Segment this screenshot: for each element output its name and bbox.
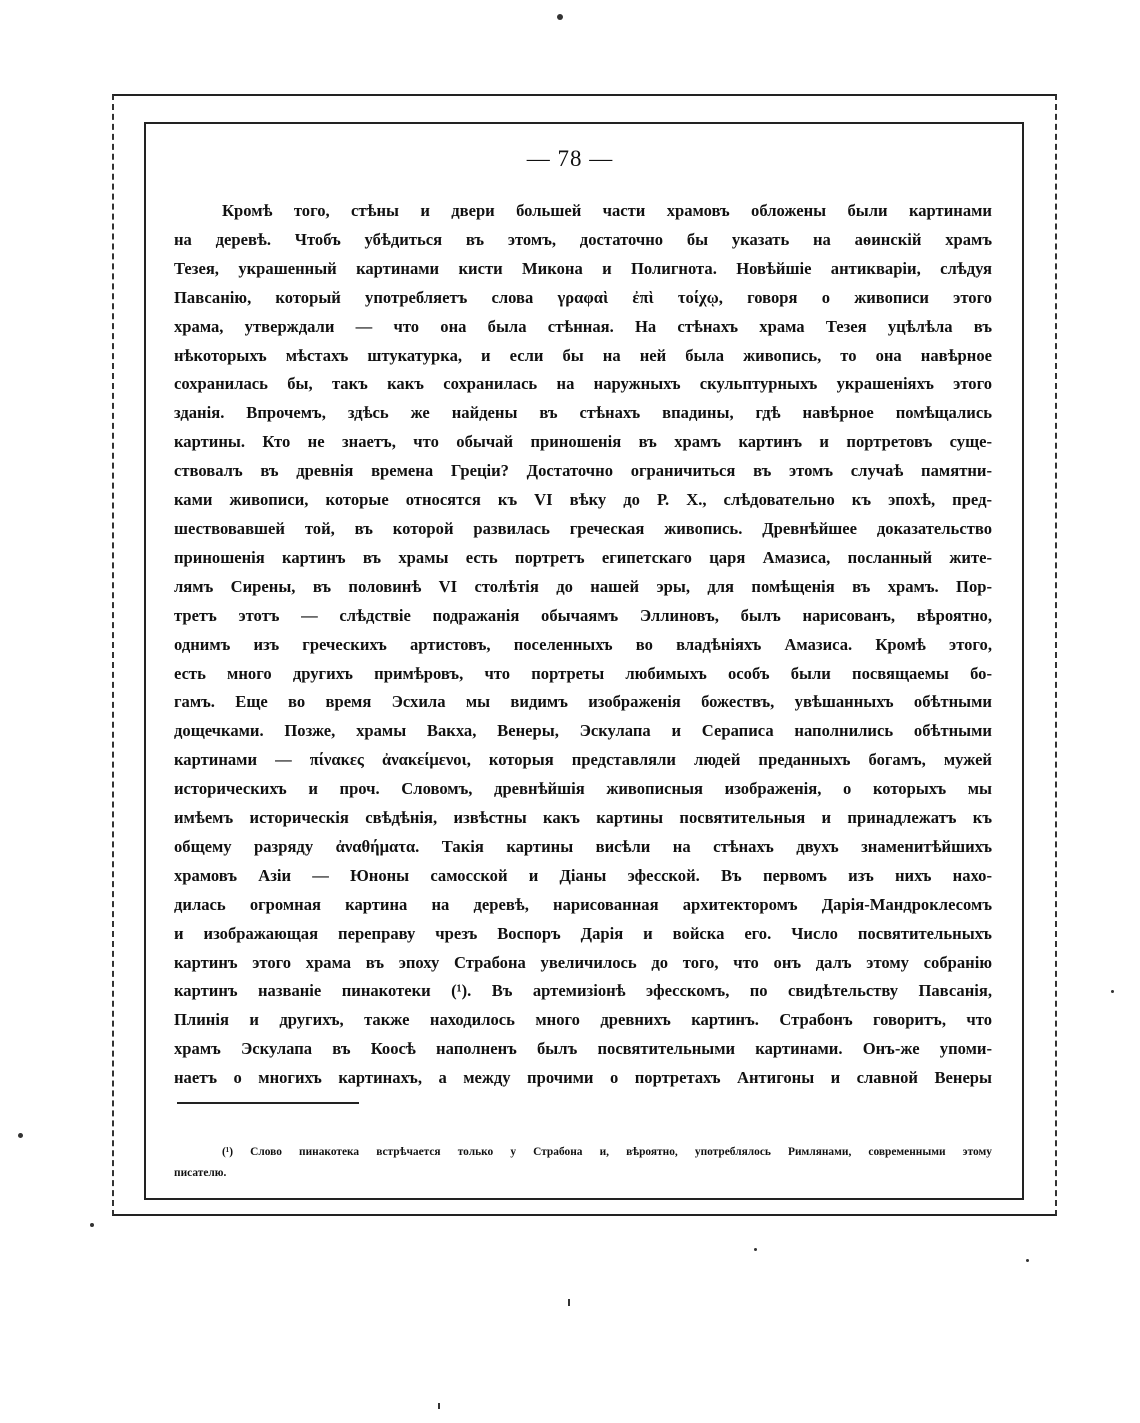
text-line: общему разряду ἀναθήματα. Такія картины висѣли на стѣнахъ двухъ знаменитѣйшихъ: [174, 836, 992, 856]
text-line: третъ этотъ — слѣдствіе подражанія обычаямъ Эллиновъ, былъ нарисованъ, вѣроятно,: [174, 605, 992, 625]
scan-speck: [438, 1403, 440, 1409]
text-line: Тезея, украшенный картинами кисти Микона и Полигнота. Новѣйшіе антикваріи, слѣдуя: [174, 258, 992, 278]
footnote-line: писателю.: [174, 1167, 227, 1179]
text-line: картины. Кто не знаетъ, что обычай приношенія въ храмъ картинъ и портретовъ суще-: [174, 432, 992, 452]
scan-speck: [754, 1248, 757, 1251]
text-line: сохранилась бы, такъ какъ сохранилась на наружныхъ скульптурныхъ украшеніяхъ этого: [174, 374, 992, 394]
text-line: дощечками. Позже, храмы Вакха, Венеры, Эскулапа и Сераписа наполнились обѣтными: [174, 721, 992, 741]
text-line: храмовъ Азіи — Юноны самосской и Діаны эфесской. Въ первомъ изъ нихъ нахо-: [174, 865, 992, 885]
text-line: есть много другихъ примѣровъ, что портреты любимыхъ особъ были посвящаемы бо-: [174, 663, 992, 683]
footnote-line: (¹) Слово пинакотека встрѣчается только у Страбона и, вѣроятно, употреблялось Римлянами, современными этому: [222, 1146, 992, 1158]
text-line: приношенія картинъ въ храмы есть портретъ египетскаго царя Амазиса, посланный жите-: [174, 547, 992, 567]
body-text: [174, 197, 992, 1093]
text-line: имѣемъ историческія свѣдѣнія, извѣстны какъ картины посвятительныя и принадлежатъ къ: [174, 808, 992, 828]
text-line: зданія. Впрочемъ, здѣсь же найдены въ стѣнахъ впадины, гдѣ навѣрное помѣщались: [174, 403, 992, 423]
text-line: ками живописи, которые относятся къ VI вѣку до Р. Х., слѣдовательно къ эпохѣ, пред-: [174, 490, 992, 510]
footnote: [174, 1142, 992, 1184]
text-line: на деревѣ. Чтобъ убѣдиться въ этомъ, достаточно бы указать на аѳинскій храмъ: [174, 229, 992, 249]
scan-speck: [568, 1299, 570, 1306]
text-line: однимъ изъ греческихъ артистовъ, поселенныхъ во владѣніяхъ Амазиса. Кромѣ этого,: [174, 634, 992, 654]
text-line: Кромѣ того, стѣны и двери большей части храмовъ обложены были картинами: [222, 201, 992, 220]
scan-speck: [557, 14, 563, 20]
text-line: храмъ Эскулапа въ Коосѣ наполненъ былъ посвятительными картинами. Онъ-же упоми-: [174, 1039, 992, 1059]
text-line: ствовалъ въ древнія времена Греціи? Достаточно ограничиться въ этомъ случаѣ памятни-: [174, 461, 992, 481]
text-line: и изображающая переправу чрезъ Воспоръ Дарія и войска его. Число посвятительныхъ: [174, 923, 992, 943]
text-line: наетъ о многихъ картинахъ, а между прочими о портретахъ Антигоны и славной Венеры: [174, 1068, 992, 1088]
text-line: Плинія и другихъ, также находилось много древнихъ картинъ. Страбонъ говоритъ, что: [174, 1010, 992, 1030]
text-line: лямъ Сирены, въ половинѣ VI столѣтія до нашей эры, для помѣщенія въ храмъ. Пор-: [174, 576, 992, 596]
footnote-rule: [177, 1102, 359, 1104]
text-line: картинъ названіе пинакотеки (¹). Въ артемизіонѣ эфесскомъ, по свидѣтельству Павсанія,: [174, 981, 992, 1001]
text-line: шествовавшей той, въ которой развилась греческая живопись. Древнѣйшее доказательство: [174, 518, 992, 538]
text-line: гамъ. Еще во время Эсхила мы видимъ изображенія божествъ, увѣшанныхъ обѣтными: [174, 692, 992, 712]
page-number: — 78 —: [526, 146, 614, 171]
scan-speck: [18, 1133, 23, 1138]
text-line: картинъ этого храма въ эпоху Страбона увеличилось до того, что онъ далъ этому собранію: [174, 952, 992, 972]
scan-speck: [1111, 990, 1114, 993]
scan-speck: [1026, 1259, 1029, 1262]
text-line: Павсанію, который употребляетъ слова γραφαὶ ἐπὶ τοίχῳ, говоря о живописи этого: [174, 287, 992, 307]
text-line: нѣкоторыхъ мѣстахъ штукатурка, и если бы на ней была живопись, то она навѣрное: [174, 345, 992, 365]
text-line: храма, утверждали — что она была стѣнная. На стѣнахъ храма Тезея уцѣлѣла въ: [174, 316, 992, 336]
text-line: картинами — πίνακες ἀνακείμενοι, которыя представляли людей преданныхъ богамъ, мужей: [174, 750, 992, 770]
text-line: историческихъ и проч. Словомъ, древнѣйшія живописныя изображенія, о которыхъ мы: [174, 779, 992, 799]
text-line: дилась огромная картина на деревѣ, нарисованная архитекторомъ Дарія-Мандроклесомъ: [174, 894, 992, 914]
scan-speck: [90, 1223, 94, 1227]
